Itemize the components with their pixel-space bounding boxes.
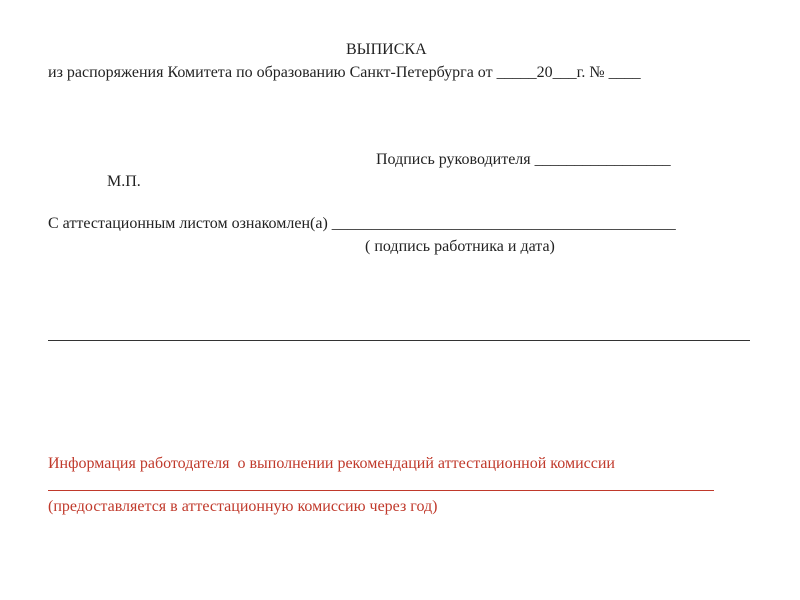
provided-note: (предоставляется в аттестационную комиссию через год) (48, 498, 438, 515)
employer-info-heading: Информация работодателя о выполнении рекомендаций аттестационной комиссии (48, 455, 615, 472)
head-signature-line: Подпись руководителя _________________ (376, 151, 671, 168)
stamp-place-label: М.П. (107, 173, 141, 190)
acquainted-signature-line: С аттестационным листом ознакомлен(а) ___________________________________________ (48, 215, 676, 232)
signature-hint: ( подпись работника и дата) (365, 238, 555, 255)
horizontal-divider (48, 340, 750, 341)
document-subtitle: из распоряжения Комитета по образованию Санкт-Петербурга от _____20___г. № ____ (48, 64, 641, 81)
document-title: ВЫПИСКА (346, 41, 427, 58)
employer-info-fill-line (48, 490, 714, 491)
